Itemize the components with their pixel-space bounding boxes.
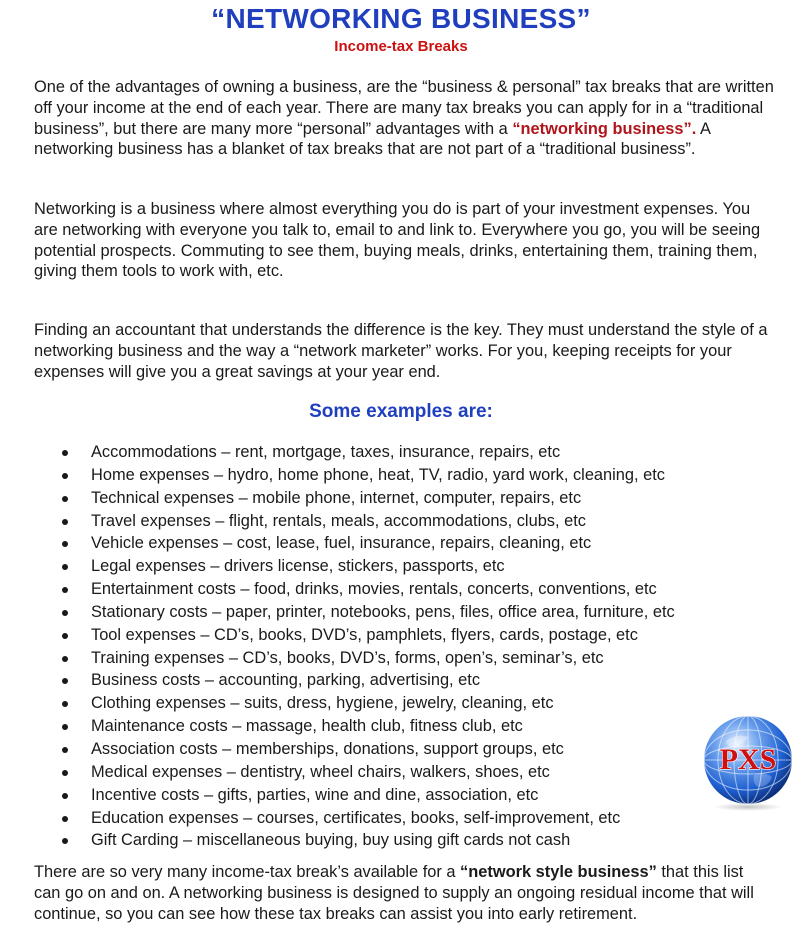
intro-text-continued: A networking business has a blanket of tax breaks that are not part of a “traditional business”. (34, 119, 710, 159)
logo-text: PXS (719, 743, 777, 776)
intro-paragraph-3: Finding an accountant that understands the difference is the key. They must understand the style of a networking business and the way a “network marketer” works. For you, keeping receipts for your expenses will give you a great savings at your year end. (34, 321, 768, 381)
list-item-text: Accommodations – rent, mortgage, taxes, insurance, repairs, etc (91, 443, 561, 461)
list-item-text: Business costs – accounting, parking, advertising, etc (91, 671, 481, 690)
list-item (62, 807, 782, 830)
page-subtitle: Income-tax Breaks (334, 38, 468, 55)
intro-paragraph-2: Networking is a business where almost everything you do is part of your investment expenses. You are networking with everyone you talk to, email to and link to. Everywhere you go, you will be seeing potential prospects. Commuting to see them, buying meals, drinks, entertaining them, training them, giving them tools to work with, etc. (34, 200, 761, 281)
bullet-icon (62, 541, 68, 547)
list-item-text: Stationary costs – paper, printer, notebooks, pens, files, office area, furniture, etc (91, 602, 675, 621)
list-item (62, 738, 782, 761)
list-item (62, 555, 782, 578)
bullet-icon (62, 793, 68, 799)
list-item (62, 578, 782, 601)
list-item (62, 829, 782, 852)
bullet-icon (62, 838, 68, 844)
page-title: “NETWORKING BUSINESS” (211, 3, 591, 34)
list-item-text: Gift Carding – miscellaneous buying, buy using gift cards not cash (91, 831, 571, 850)
list-item-text: Medical expenses – dentistry, wheel chairs, walkers, shoes, etc (91, 762, 550, 781)
list-item-text: Technical expenses – mobile phone, internet, computer, repairs, etc (91, 488, 582, 507)
list-item-text: Clothing expenses – suits, dress, hygiene, jewelry, cleaning, etc (91, 694, 554, 713)
list-item-text: Training expenses – CD’s, books, DVD’s, forms, open’s, seminar’s, etc (91, 648, 604, 667)
bullet-icon (62, 610, 68, 616)
network-style-business-bold: “network style business” (460, 863, 657, 881)
networking-business-highlight: “networking business”. (512, 119, 697, 138)
list-item (62, 601, 782, 624)
examples-heading: Some examples are: (309, 401, 493, 422)
list-item-text: Travel expenses – flight, rentals, meals, accommodations, clubs, etc (91, 511, 586, 530)
list-item-text: Vehicle expenses – cost, lease, fuel, insurance, repairs, cleaning, etc (91, 534, 592, 553)
bullet-icon (62, 747, 68, 753)
closing-paragraph (34, 862, 774, 924)
list-item (62, 669, 782, 692)
bullet-icon (62, 587, 68, 593)
bullet-icon (62, 564, 68, 570)
bullet-icon (62, 519, 68, 525)
bullet-icon (62, 678, 68, 684)
bullet-icon (62, 450, 68, 456)
pxs-globe-logo (696, 713, 796, 813)
list-item (62, 761, 782, 784)
bullet-icon (62, 701, 68, 707)
bullet-icon (62, 633, 68, 639)
list-item (62, 692, 782, 715)
list-item-text: Legal expenses – drivers license, stickers, passports, etc (91, 557, 505, 576)
list-item (62, 647, 782, 670)
list-item-text: Home expenses – hydro, home phone, heat, TV, radio, yard work, cleaning, etc (91, 465, 666, 484)
examples-list (62, 441, 782, 852)
list-item (62, 624, 782, 647)
intro-paragraph-1 (34, 77, 774, 160)
closing-text: There are so very many income-tax break’s available for a (34, 863, 461, 881)
bullet-icon (62, 473, 68, 479)
list-item (62, 532, 782, 555)
list-item (62, 441, 782, 464)
list-item (62, 487, 782, 510)
list-item-text: Education expenses – courses, certificates, books, self-improvement, etc (91, 808, 621, 827)
list-item-text: Incentive costs – gifts, parties, wine and dine, association, etc (91, 785, 539, 804)
list-item-text: Entertainment costs – food, drinks, movies, rentals, concerts, conventions, etc (91, 580, 657, 599)
list-item-text: Tool expenses – CD’s, books, DVD’s, pamphlets, flyers, cards, postage, etc (91, 625, 638, 644)
bullet-icon (62, 770, 68, 776)
list-item-text: Maintenance costs – massage, health club, fitness club, etc (91, 717, 523, 736)
list-item-text: Association costs – memberships, donations, support groups, etc (91, 739, 564, 758)
bullet-icon (62, 656, 68, 662)
bullet-icon (62, 496, 68, 502)
bullet-icon (62, 816, 68, 822)
list-item (62, 510, 782, 533)
closing-text-continued: that this list can go on and on. A networking business is designed to supply an ongoing residual income that will continue, so you can see how these tax breaks can assist you into early retirement. (34, 863, 754, 923)
list-item (62, 784, 782, 807)
intro-text: One of the advantages of owning a business, are the “business & personal” tax breaks that are written off your income at the end of each year. There are many tax breaks you can apply for in a “traditional business”, but there are many more “personal” advantages with a (34, 78, 774, 138)
bullet-icon (62, 724, 68, 730)
list-item (62, 715, 782, 738)
list-item (62, 464, 782, 487)
